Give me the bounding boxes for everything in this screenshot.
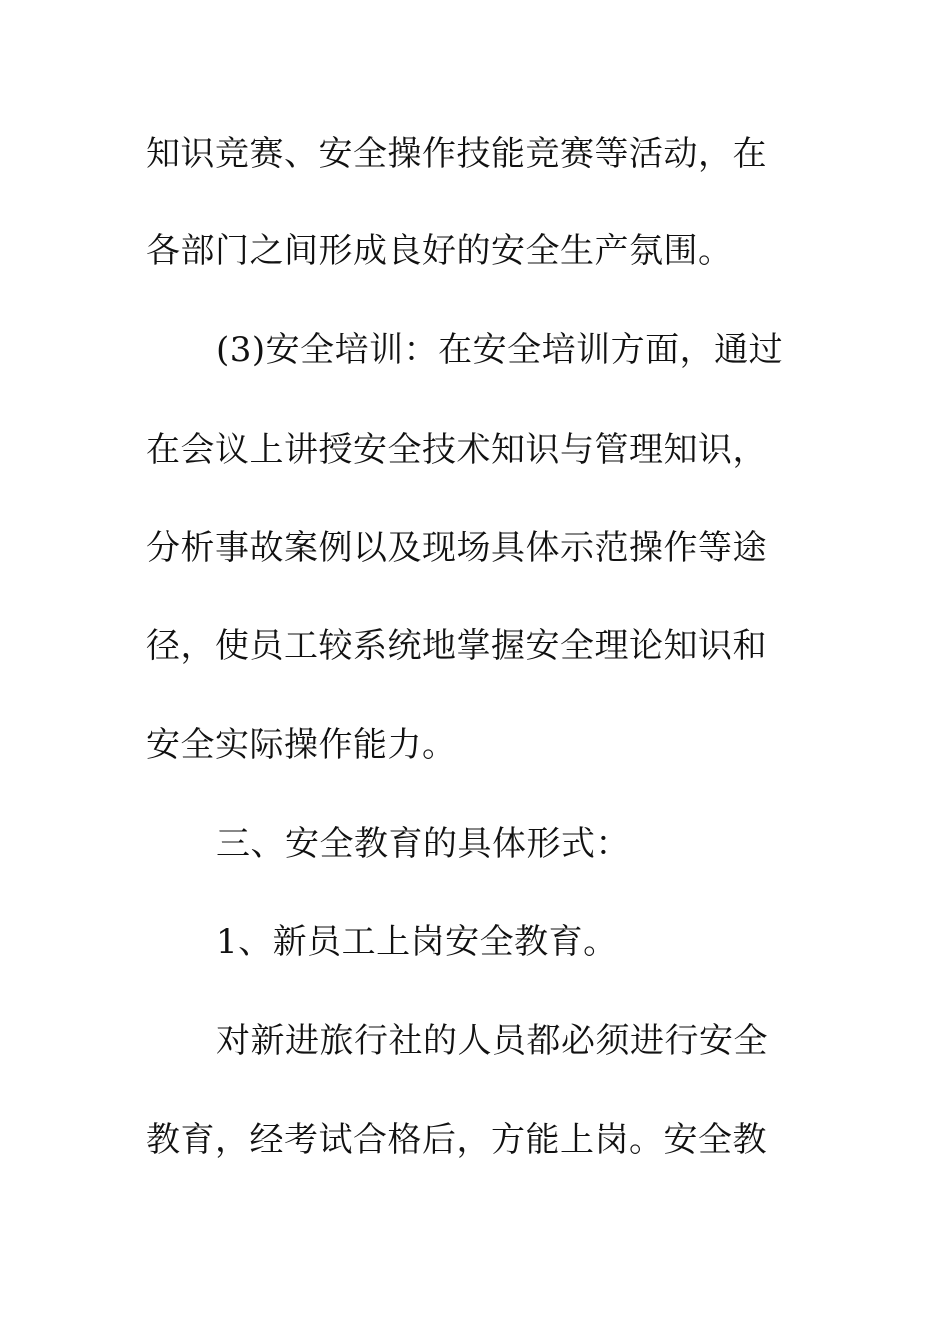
paragraph-line-7: 安全实际操作能力。 xyxy=(146,725,457,765)
paragraph-line-5: 分析事故案例以及现场具体示范操作等途 xyxy=(146,528,767,568)
paragraph-line-8: 对新进旅行社的人员都必须进行安全 xyxy=(216,1021,768,1061)
paragraph-line-3: (3)安全培训：在安全培训方面，通过 xyxy=(216,330,784,370)
section-heading: 三、安全教育的具体形式： xyxy=(216,824,630,864)
paragraph-line-1: 知识竞赛、安全操作技能竞赛等活动，在 xyxy=(146,134,767,174)
paragraph-line-6: 径，使员工较系统地掌握安全理论知识和 xyxy=(146,626,767,666)
paragraph-line-9: 教育，经考试合格后，方能上岗。安全教 xyxy=(146,1120,767,1160)
subsection-heading: 1、新员工上岗安全教育。 xyxy=(216,922,618,962)
paragraph-line-2: 各部门之间形成良好的安全生产氛围。 xyxy=(146,231,733,271)
paragraph-line-4: 在会议上讲授安全技术知识与管理知识， xyxy=(146,430,767,470)
